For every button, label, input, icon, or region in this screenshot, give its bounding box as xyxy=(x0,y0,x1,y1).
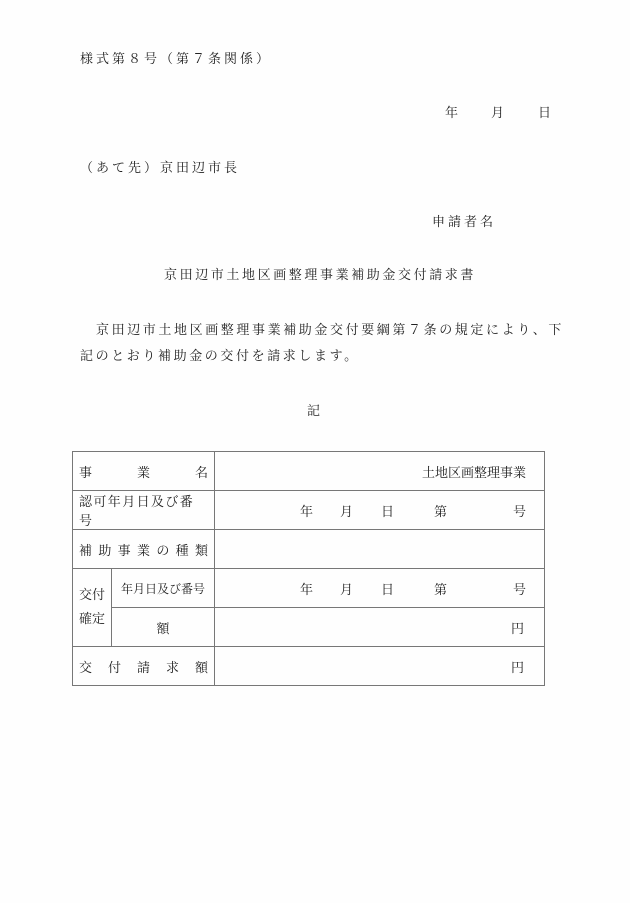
table-row-approval xyxy=(73,491,545,530)
label-grant-amount: 額 xyxy=(112,608,215,647)
addressee: （あて先）京田辺市長 xyxy=(80,161,241,176)
document-title: 京田辺市土地区画整理事業補助金交付請求書 xyxy=(164,268,477,283)
table-row-grant-amount xyxy=(73,608,545,647)
table-row-grant-date xyxy=(73,569,545,608)
value-grant-amount[interactable]: 円 xyxy=(215,608,545,647)
value-grant-date[interactable]: 年 月 日 第 号 xyxy=(215,569,545,608)
label-approval: 認可年月日及び番号 xyxy=(73,491,215,530)
table-row-subsidy-type xyxy=(73,530,545,569)
body-text-line2: 記のとおり補助金の交付を請求します。 xyxy=(80,349,360,364)
ki-heading: 記 xyxy=(307,404,321,419)
date-year: 年 xyxy=(445,106,459,121)
form-number: 様式第８号（第７条関係） xyxy=(80,52,273,67)
label-grant-date: 年月日及び番号 xyxy=(112,569,215,608)
request-table xyxy=(72,451,545,686)
label-grant-decision: 交付 確定 xyxy=(73,569,112,647)
value-request-amount[interactable]: 円 xyxy=(215,647,545,686)
applicant-label: 申請者名 xyxy=(432,215,497,230)
date-month: 月 xyxy=(491,106,505,121)
table-row-project-name xyxy=(73,452,545,491)
value-subsidy-type[interactable] xyxy=(215,530,545,569)
value-approval[interactable]: 年 月 日 第 号 xyxy=(215,491,545,530)
label-subsidy-type: 補 助 事 業 の 種 類 xyxy=(73,530,215,569)
table-row-request-amount xyxy=(73,647,545,686)
date-day: 日 xyxy=(538,106,552,121)
label-request-amount: 交 付 請 求 額 xyxy=(73,647,215,686)
label-project-name: 事 業 名 xyxy=(73,452,215,491)
body-text-line1: 京田辺市土地区画整理事業補助金交付要綱第７条の規定により、下 xyxy=(96,323,565,338)
value-project-name[interactable]: 土地区画整理事業 xyxy=(215,452,545,491)
